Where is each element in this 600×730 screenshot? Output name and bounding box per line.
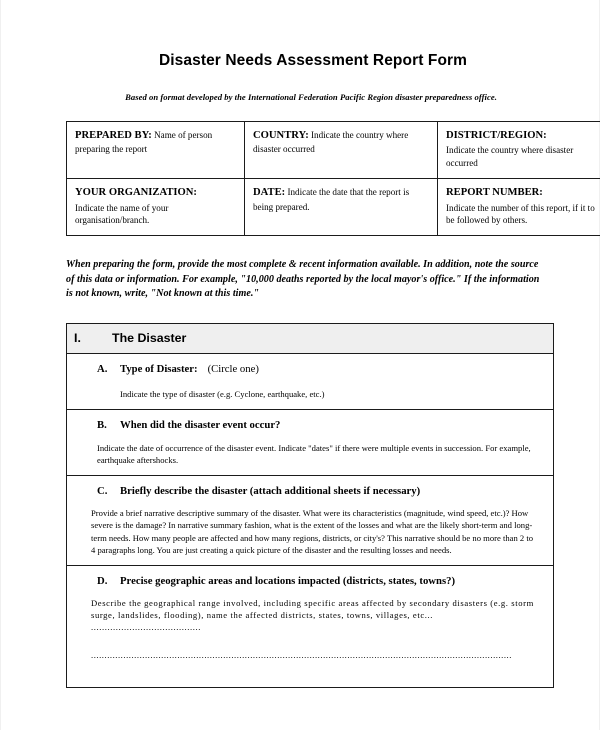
item-heading-text: Briefly describe the disaster (attach additional sheets if necessary) [120,485,421,498]
field-label: DATE: [253,187,286,199]
field-hint: Indicate the country where disaster occurred [253,130,409,155]
item-c-heading [67,485,543,499]
page-title: Disaster Needs Assessment Report Form [158,52,468,69]
field-hint: Indicate the name of your organisation/branch. [75,202,169,225]
item-b-description: Indicate the date of occurrence of the disaster event. Indicate "dates" if there were multiple events in succession. For example, earthquake aftershocks. [97,442,531,466]
table-row [67,476,554,566]
section-header-row [67,323,554,353]
field-country[interactable] [245,122,438,179]
table-row [67,179,600,236]
item-a-type-of-disaster[interactable] [67,353,554,409]
instructions-notice: When preparing the form, provide the most complete & recent information available. In addition, note the source of this data or information. For example, "10,000 deaths reported by the local mayor's office." If the information is not known, write, "Not known at this time." [66,259,540,300]
field-label: DISTRICT/REGION: [446,130,547,141]
item-b-heading [67,419,543,433]
field-your-organization[interactable] [67,179,245,236]
field-report-number[interactable] [438,179,600,236]
document-sheet [23,8,595,722]
item-letter: D. [97,574,108,587]
table-row [67,353,554,409]
item-heading-text: Precise geographic areas and locations impacted (districts, states, towns?) [120,574,456,587]
field-hint: Name of person preparing the report [75,130,213,155]
item-letter: A. [97,362,108,375]
item-a-circle-one-note: (Circle one) [207,362,259,375]
item-a-heading [67,363,543,377]
field-date[interactable] [245,179,438,236]
field-hint: Indicate the number of this report, if it to be followed by others. [446,202,595,225]
item-b-when-did-it-occur[interactable] [67,409,554,475]
spacer [67,664,543,678]
field-label: PREPARED BY: [75,130,152,141]
item-heading-text: Type of Disaster: [120,362,198,375]
table-row [67,409,554,475]
item-c-briefly-describe[interactable] [67,476,554,566]
table-row [67,122,600,179]
item-c-description: Provide a brief narrative descriptive summary of the disaster. What were its characteristics (magnitude, wind speed, etc.)? How severe is the damage? In narrative summary fashion, what is the extent of the losses and what are the likely short-term and long-term needs. How many people are affected and how many regions, districts, or city's? This narrative should be no more than 2 to 4 paragraphs long. You are just creating a quick picture of the disaster and the resulting losses and needs. [91,508,534,555]
field-label: COUNTRY: [253,130,309,141]
item-d-description: Describe the geographical range involved, including specific areas affected by secondary disasters (e.g. storm surge, landslides, flooding), name the affected districts, states, towns, villages, etc... ........................................ [91,597,534,633]
item-letter: B. [97,418,107,431]
field-label: REPORT NUMBER: [446,187,543,199]
item-heading-text: When did the disaster event occur? [120,418,281,431]
item-d-answer-line[interactable]: ............................................................................................................................................................ [91,649,512,660]
item-a-description: Indicate the type of disaster (e.g. Cyclone, earthquake, etc.) [120,388,325,399]
item-d-heading [67,575,543,589]
field-prepared-by[interactable] [67,122,245,179]
item-d-geographic-areas[interactable] [67,565,554,687]
item-letter: C. [97,485,108,498]
table-row [67,565,554,687]
section-header-the-disaster [67,323,554,353]
section-title: The Disaster [112,330,187,345]
field-hint: Indicate the date that the report is being prepared. [253,187,410,212]
field-hint: Indicate the country where disaster occurred [446,145,574,168]
report-header-table [66,121,600,236]
disaster-section-table [66,323,554,688]
field-label: YOUR ORGANIZATION: [75,187,197,199]
section-number: I. [74,330,81,345]
document-subtitle: Based on format developed by the International Federation Pacific Region disaster preparedness office. [125,92,497,102]
field-district-region[interactable] [438,122,600,179]
